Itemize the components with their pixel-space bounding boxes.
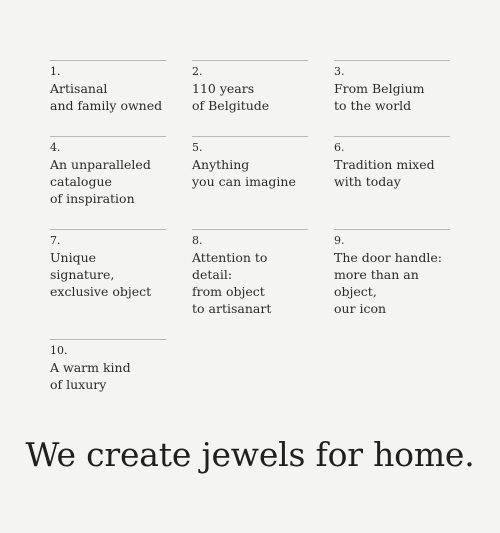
value-number: 10. (50, 344, 68, 357)
value-item-3 (334, 60, 450, 114)
value-text: From Belgium to the world (334, 81, 425, 113)
value-item-4 (50, 136, 166, 207)
value-text: Unique signature, exclusive object (50, 250, 152, 299)
value-text: Attention to detail: from object to artisanart (192, 250, 272, 316)
value-text: The door handle: more than an object, our icon (334, 250, 442, 316)
value-text: Tradition mixed with today (334, 157, 435, 189)
value-item-9 (334, 229, 450, 317)
value-item-10 (50, 339, 166, 393)
value-number: 2. (192, 65, 203, 78)
value-number: 7. (50, 234, 61, 247)
value-number: 9. (334, 234, 345, 247)
value-item-1 (50, 60, 166, 114)
value-item-2 (192, 60, 308, 114)
value-item-5 (192, 136, 308, 207)
value-number: 5. (192, 141, 203, 154)
value-text: A warm kind of luxury (50, 360, 131, 392)
values-grid (50, 60, 450, 415)
value-item-7 (50, 229, 166, 317)
tagline-heading: We create jewels for home. (25, 435, 475, 474)
value-number: 3. (334, 65, 345, 78)
value-number: 8. (192, 234, 203, 247)
value-number: 4. (50, 141, 61, 154)
value-item-8 (192, 229, 308, 317)
value-number: 1. (50, 65, 61, 78)
value-text: An unparalleled catalogue of inspiration (50, 157, 151, 206)
value-text: 110 years of Belgitude (192, 81, 270, 113)
value-number: 6. (334, 141, 345, 154)
value-text: Artisanal and family owned (50, 81, 163, 113)
value-text: Anything you can imagine (192, 157, 296, 189)
value-item-6 (334, 136, 450, 207)
